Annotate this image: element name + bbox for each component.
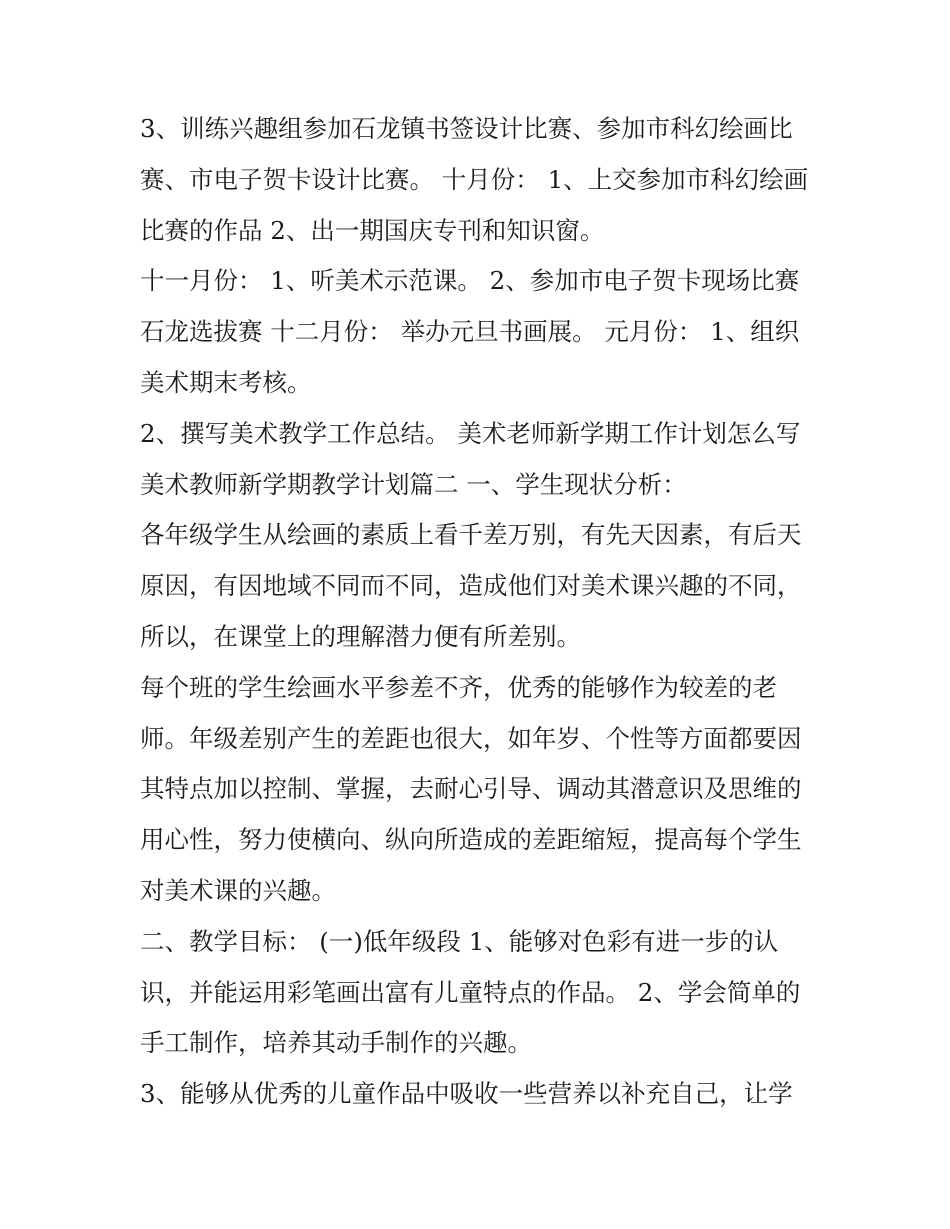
text-line: 各年级学生从绘画的素质上看千差万别，有先天因素，有后天 <box>140 520 802 550</box>
text-line: 每个班的学生绘画水平参差不齐，优秀的能够作为较差的老 <box>140 672 777 702</box>
paragraph-7 <box>140 1069 820 1120</box>
text-line: 手工制作，培养其动手制作的兴趣。 <box>140 1028 532 1058</box>
paragraph-4 <box>140 510 820 662</box>
paragraph-6 <box>140 917 820 1069</box>
text-line: 十一月份： 1、听美术示范课。 2、参加市电子贺卡现场比赛 <box>140 266 800 296</box>
text-line: 所以，在课堂上的理解潜力便有所差别。 <box>140 621 581 651</box>
text-line: 原因，有因地域不同而不同，造成他们对美术课兴趣的不同， <box>140 571 802 601</box>
paragraph-2 <box>140 256 820 408</box>
text-line: 用心性，努力使横向、纵向所造成的差距缩短，提高每个学生 <box>140 825 802 855</box>
text-line: 识，并能运用彩笔画出富有儿童特点的作品。 2、学会简单的 <box>140 977 801 1007</box>
text-line: 2、撰写美术教学工作总结。 美术老师新学期工作计划怎么写 <box>140 418 801 448</box>
paragraph-3 <box>140 409 820 511</box>
text-line: 美术期末考核。 <box>140 367 312 397</box>
text-line: 美术教师新学期教学计划篇二 一、学生现状分析： <box>140 469 687 499</box>
text-line: 3、能够从优秀的儿童作品中吸收一些营养以补充自己，让学 <box>140 1079 793 1109</box>
text-line: 二、教学目标： (一)低年级段 1、能够对色彩有进一步的认 <box>140 926 779 956</box>
text-line: 其特点加以控制、掌握，去耐心引导、调动其潜意识及思维的 <box>140 774 802 804</box>
text-line: 比赛的作品 2、出一期国庆专刊和知识窗。 <box>140 215 605 245</box>
text-line: 师。年级差别产生的差距也很大，如年岁、个性等方面都要因 <box>140 723 802 753</box>
paragraph-1 <box>140 104 820 256</box>
text-line: 3、训练兴趣组参加石龙镇书签设计比赛、参加市科幻绘画比 <box>140 114 793 143</box>
text-line: 石龙选拔赛 十二月份： 举办元旦书画展。 元月份： 1、组织 <box>140 317 800 347</box>
paragraph-5 <box>140 663 820 917</box>
text-line: 对美术课的兴趣。 <box>140 875 336 905</box>
text-line: 赛、市电子贺卡设计比赛。 十月份： 1、上交参加市科幻绘画 <box>140 164 809 194</box>
document-body <box>140 104 820 1120</box>
